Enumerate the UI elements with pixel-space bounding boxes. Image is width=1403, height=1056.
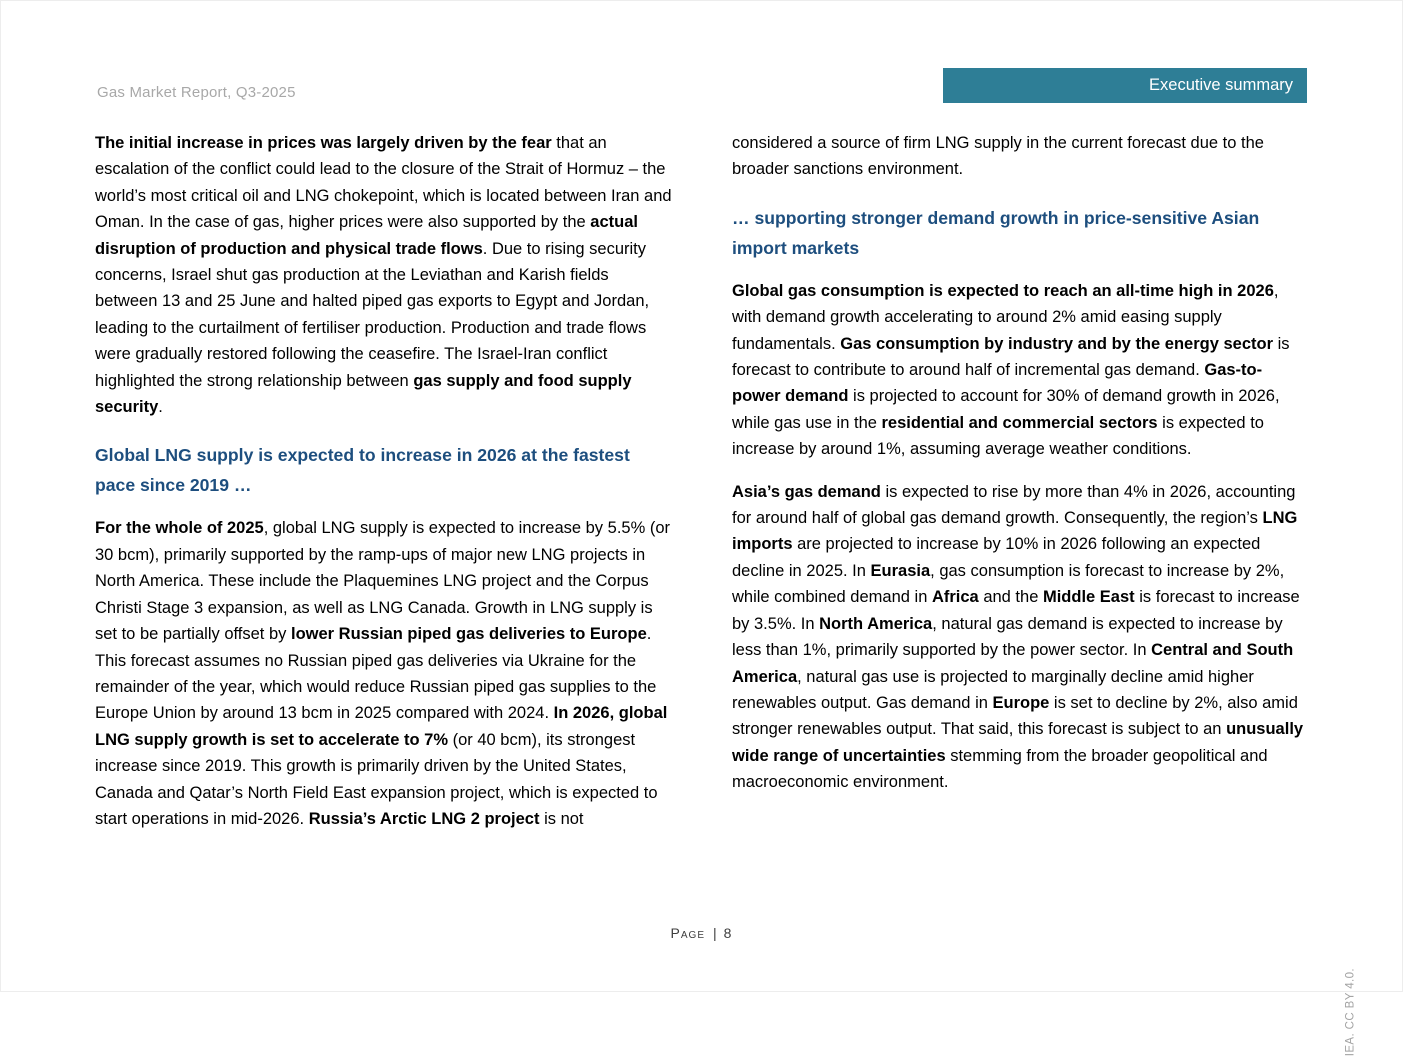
page-number: 8 [723, 925, 733, 941]
text-run: is set to decline by 2%, also amid stronger renewables output. That said, this forecast is subject to an [732, 693, 1298, 739]
bold-text-run: For the whole of 2025 [95, 519, 264, 538]
text-run: , with demand growth accelerating to around 2% amid easing supply fundamentals. [732, 281, 1279, 353]
executive-summary-badge: Executive summary [943, 68, 1307, 103]
bold-text-run: LNG imports [732, 509, 1298, 554]
bold-text-run: Central and South America [732, 641, 1294, 686]
text-run: , natural gas demand is expected to increase by less than 1%, primarily supported by the power sector. In [732, 614, 1283, 660]
body-paragraph [732, 278, 1309, 463]
section-subheading [95, 440, 673, 500]
text-run: . Due to rising security concerns, Israel shut gas production at the Leviathan and Karish fields between 13 and 25 June and halted piped gas exports to Egypt and Jordan, leading to the curtailment of fertiliser production. Production and trade flows were gradually restored following the ceasefire. The Israel-Iran conflict highlighted the strong relationship between [95, 239, 650, 390]
body-paragraph [732, 479, 1309, 796]
text-run: , natural gas use is projected to marginally decline amid higher renewables output. Gas demand in [732, 667, 1254, 712]
text-run: . This forecast assumes no Russian piped gas deliveries via Ukraine for the remainder of the year, which would reduce Russian piped gas supplies to the Europe Union by around 13 bcm in 2025 compared with 2024. [95, 625, 657, 723]
section-subheading [732, 203, 1309, 263]
text-run: is forecast to contribute to around half of incremental gas demand. [732, 334, 1290, 380]
bold-text-run: gas supply and food supply security [95, 371, 632, 417]
page-footer [0, 925, 1403, 941]
bold-text-run: Africa [931, 588, 979, 607]
bold-text-run: The initial increase in prices was largely driven by the fear [95, 134, 552, 152]
page-footer-label: Page [670, 925, 706, 941]
bold-text-run: Eurasia [870, 561, 931, 580]
page-footer-separator: | [713, 925, 718, 941]
left-column [95, 130, 673, 848]
report-title: Gas Market Report, Q3-2025 [97, 84, 296, 101]
text-run: that an escalation of the conflict could lead to the closure of the Strait of Hormuz – the world’s most critical oil and LNG chokepoint, which is located between Iran and Oman. In the case of gas, higher prices were also supported by the [95, 134, 672, 232]
text-run: and the [978, 588, 1043, 607]
bold-text-run: Gas consumption by industry and by the energy sector [840, 334, 1273, 353]
bold-text-run: Europe [992, 693, 1050, 712]
bold-text-run: In 2026, global LNG supply growth is set to accelerate to 7% [95, 704, 668, 749]
text-run: is expected to rise by more than 4% in 2026, accounting for around half of global gas demand growth. Consequently, the region’s [732, 482, 1296, 528]
text-run: is expected to increase by around 1%, assuming average weather conditions. [732, 413, 1264, 459]
text-run: is not [539, 809, 584, 828]
license-note: IEA. CC BY 4.0. [1344, 968, 1356, 1056]
text-run: (or 40 bcm), its strongest increase since 2019. This growth is primarily driven by the United States, Canada and Qatar’s North Field East expansion project, which is expected to start operations in mid-2026. [95, 730, 658, 828]
text-run: , gas consumption is forecast to increase by 2%, while combined demand in [732, 561, 1285, 607]
bold-text-run: North America [819, 614, 933, 633]
body-paragraph [95, 130, 673, 420]
text-run: Global LNG supply is expected to increase in 2026 at the fastest pace since 2019 … [95, 445, 630, 496]
bold-text-run: Middle East [1042, 588, 1135, 607]
bold-text-run: Global gas consumption is expected to reach an all-time high in 2026 [732, 281, 1274, 300]
bold-text-run: unusually wide range of uncertainties [732, 720, 1304, 765]
body-paragraph [95, 515, 673, 832]
right-column [732, 130, 1309, 812]
text-run: are projected to increase by 10% in 2026 following an expected decline in 2025. In [732, 535, 1261, 580]
bold-text-run: residential and commercial sectors [881, 413, 1158, 432]
text-run: is forecast to increase by 3.5%. In [732, 588, 1300, 633]
text-run: , global LNG supply is expected to increase by 5.5% (or 30 bcm), primarily supported by the ramp-ups of major new LNG projects in North America. These include the Plaquemines LNG project and the Corpus Christi Stage 3 expansion, as well as LNG Canada. Growth in LNG supply is set to be partially offset by [95, 519, 670, 644]
text-run: . [158, 398, 163, 417]
text-run: is projected to account for 30% of demand growth in 2026, while gas use in the [732, 387, 1280, 432]
bold-text-run: lower Russian piped gas deliveries to Europe [290, 625, 647, 644]
bold-text-run: actual disruption of production and physical trade flows [95, 213, 638, 258]
bold-text-run: Asia’s gas demand [732, 482, 881, 501]
body-paragraph [732, 130, 1309, 183]
text-run: considered a source of firm LNG supply in the current forecast due to the broader sanctions environment. [732, 134, 1264, 179]
text-run: stemming from the broader geopolitical and macroeconomic environment. [732, 746, 1268, 792]
bold-text-run: Russia’s Arctic LNG 2 project [308, 809, 540, 828]
text-run: … supporting stronger demand growth in price-sensitive Asian import markets [732, 207, 1260, 258]
bold-text-run: Gas-to-power demand [732, 361, 1263, 406]
